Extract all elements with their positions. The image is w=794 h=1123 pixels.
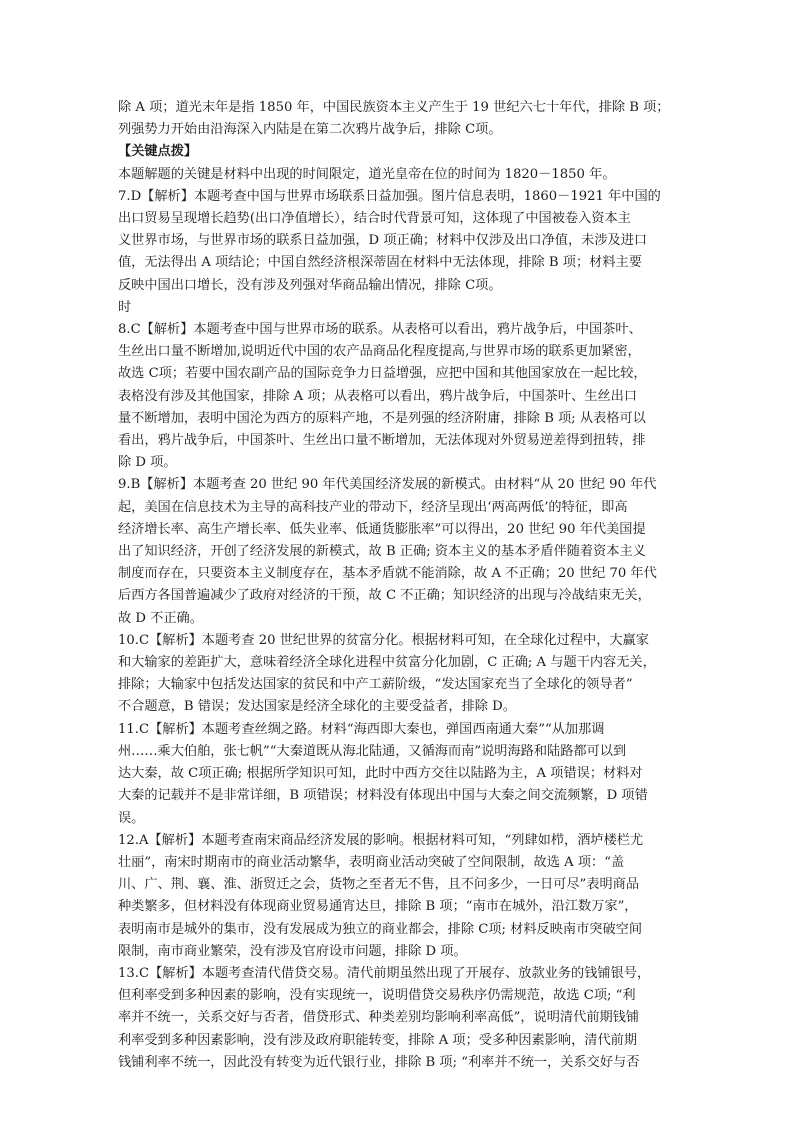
answer-12-paragraph: 12.A【解析】本题考查南宋商品经济发展的影响。根据材料可知，“列肆如栉，酒垆楼栏尤 壮丽”，南宋时期南市的商业活动繁华，表明商业活动突破了空间限制，故选 A 项：“盖 川、广、荆、襄、淮、浙贸迁之会，货物之至者无不售，且不问多少，一日可尽”表明商品 种类繁多，但材料没有体现商业贸易通宵达旦，排除 B 项；“南市在城外，沿江数万家”， 表明南市是城外的集市，没有发展成为独立的商业都会，排除 C项; 材料反映南市突破空间 限制，南市商业繁荣，没有涉及官府设市问题，排除 D 项。 bbox=[118, 832, 644, 959]
document-page bbox=[118, 97, 680, 1074]
answer-8-paragraph: 8.C【解析】本题考查中国与世界市场的联系。从表格可以看出，鸦片战争后，中国茶叶、 生丝出口量不断增加,说明近代中国的农产品商品化程度提高,与世界市场的联系更加紧密， 故选 C项；若要中国农副产品的国际竞争力日益增强，应把中国和其他国家放在一起比较， 表格没有涉及其他国家，排除 A 项；从表格可以看出，鸦片战争后，中国茶叶、生丝出口 量不断增加，表明中国沦为西方的原料产地，不是列强的经济附庸，排除 B 项; 从表格可以 看出，鸦片战争后，中国茶叶、生丝出口量不断增加，无法体现对外贸易逆差得到扭转，排 除 D 项。 bbox=[118, 322, 647, 471]
stray-text-line: 时 bbox=[118, 299, 132, 315]
key-point-paragraph: 本题解题的关键是材料中出现的时间限定，道光皇帝在位的时间为 1820－1850 年。 bbox=[118, 166, 616, 182]
answer-11-paragraph: 11.C【解析】本题考查丝绸之路。材料“海西即大秦也，弹国西南通大秦”“从加那调 州……乘大伯舶，张七帆”“大秦道既从海北陆通，又循海而南”说明海路和陆路都可以到 达大秦，故 C项正确; 根据所学知识可知，此时中西方交往以陆路为主，A 项错误；材料对 大秦的记载并不是非常详细，B 项错误；材料没有体现出中国与大秦之间交流频繁，D 项错 误。 bbox=[118, 721, 648, 826]
answer-continuation-paragraph: 除 A 项；道光末年是指 1850 年，中国民族资本主义产生于 19 世纪六七十年代，排除 B 项； 列强势力开始由沿海深入内陆是在第二次鸦片战争后，排除 C项。 bbox=[118, 100, 670, 138]
answer-7-paragraph: 7.D【解析】本题考查中国与世界市场联系日益加强。图片信息表明，1860－1921 年中国的 出口贸易呈现增长趋势(出口净值增长），结合时代背景可知，这体现了中国被卷入资本主 义世界市场，与世界市场的联系日益加强，D 项正确；材料中仅涉及出口净值，未涉及进口 值，无法得出 A 项结论；中国自然经济根深蒂固在材料中无法体现，排除 B 项；材料主要 反映中国出口增长，没有涉及列强对华商品输出情况，排除 C项。 bbox=[118, 188, 661, 293]
answer-13-paragraph: 13.C【解析】本题考查清代借贷交易。清代前期虽然出现了开展存、放款业务的钱铺银号， 但利率受到多种因素的影响，没有实现统一，说明借贷交易秩序仍需规范，故选 C项; “利 率并不统一，关系交好与否者，借贷形式、种类差别均影响利率高低”，说明清代前期钱铺 利率受到多种因素影响，没有涉及政府职能转变，排除 A 项；受多种因素影响，清代前期 钱铺利率不统一，因此没有转变为近代银行业，排除 B 项; “利率并不统一，关系交好与否 bbox=[118, 965, 651, 1070]
answer-9-paragraph: 9.B【解析】本题考查 20 世纪 90 年代美国经济发展的新模式。由材料“从 20 世纪 90 年代 起，美国在信息技术为主导的高科技产业的带动下，经济呈现出‘两高两低’的特征，即高 经济增长率、高生产增长率、低失业率、低通货膨胀率”可以得出，20 世纪 90 年代美国提 出了知识经济，开创了经济发展的新模式，故 B 正确; 资本主义的基本矛盾伴随着资本主义 制度而存在，只要资本主义制度存在，基本矛盾就不能消除，故 A 不正确；20 世纪 70 年代 后西方各国普遍减少了政府对经济的干预，故 C 不正确；知识经济的出现与冷战结束无关， 故 D 不正确。 bbox=[118, 477, 657, 626]
answer-10-paragraph: 10.C【解析】本题考查 20 世纪世界的贫富分化。根据材料可知，在全球化过程中，大赢家 和大输家的差距扩大，意味着经济全球化进程中贫富分化加剧，C 正确; A 与题干内容无关， 排除；大输家中包括发达国家的贫民和中产工薪阶级，“发达国家充当了全球化的领导者” 不合题意，B 错误；发达国家是经济全球化的主要受益者，排除 D。 bbox=[118, 632, 656, 715]
key-point-heading: 【关键点拨】 bbox=[118, 144, 198, 160]
